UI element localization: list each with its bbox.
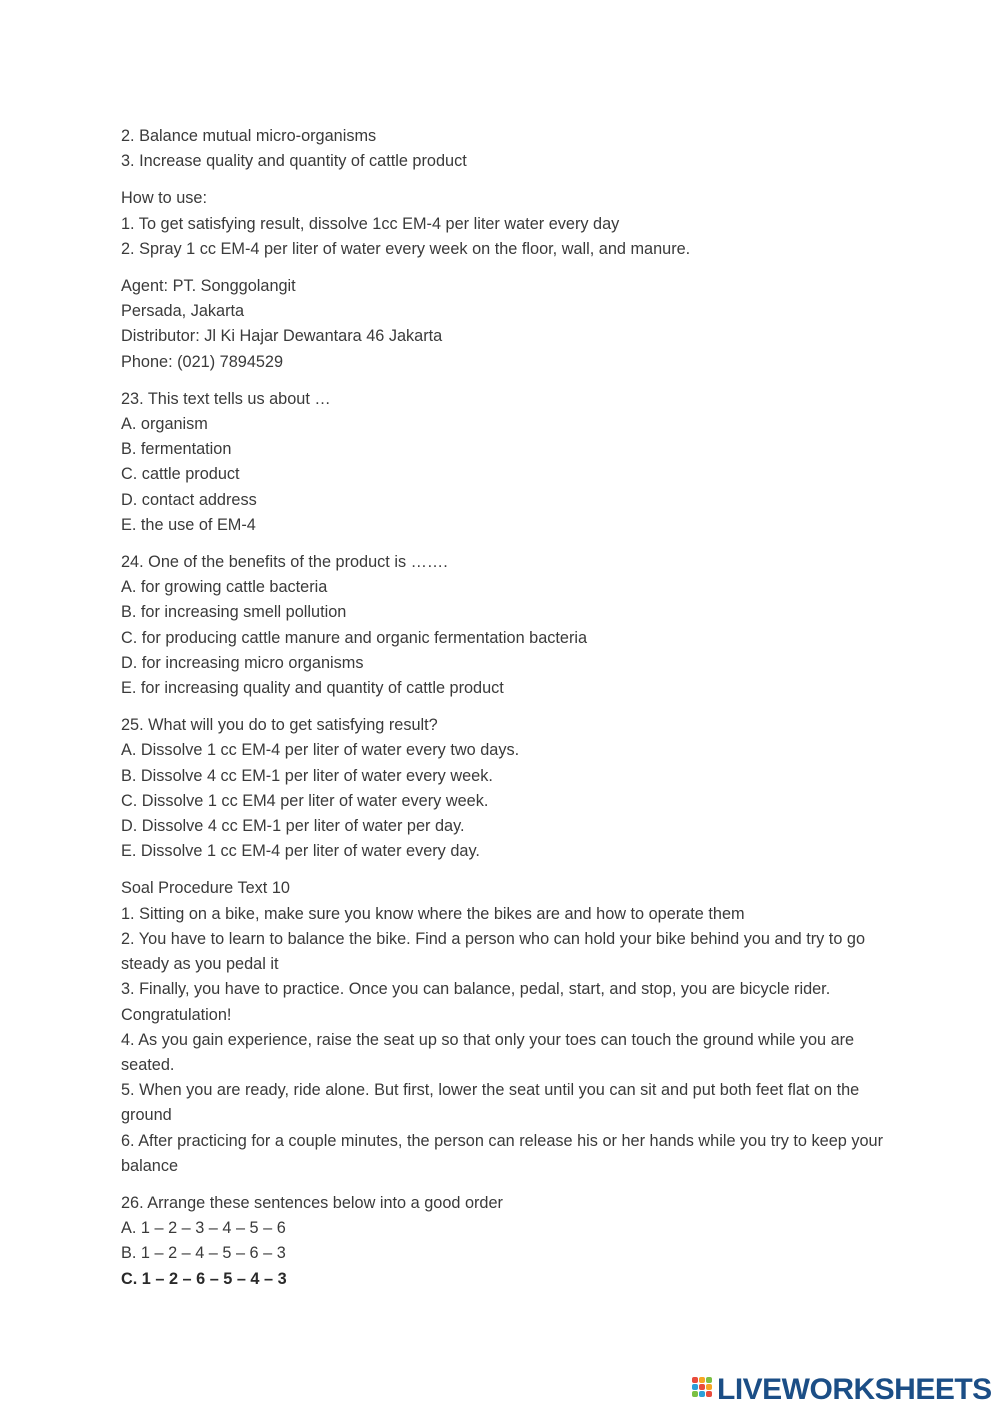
answer-option-c: C. cattle product bbox=[121, 465, 240, 484]
answer-option-a: A. organism bbox=[121, 415, 208, 434]
instruction-item: 2. Spray 1 cc EM-4 per liter of water every week on the floor, wall, and manure. bbox=[121, 239, 691, 258]
answer-option-b: B. for increasing smell pollution bbox=[121, 603, 347, 622]
question-text: 24. One of the benefits of the product is ……. bbox=[121, 553, 448, 572]
question-26 bbox=[121, 1191, 891, 1292]
agent-location-line: Persada, Jakarta bbox=[121, 302, 245, 321]
answer-option-e: E. for increasing quality and quantity of cattle product bbox=[121, 679, 504, 698]
distributor-line: Distributor: Jl Ki Hajar Dewantara 46 Jakarta bbox=[121, 327, 443, 346]
question-text: 23. This text tells us about … bbox=[121, 389, 331, 408]
answer-option-b: B. fermentation bbox=[121, 440, 232, 459]
phone-line: Phone: (021) 7894529 bbox=[121, 352, 284, 371]
instruction-item: 1. To get satisfying result, dissolve 1cc EM-4 per liter water every day bbox=[121, 214, 620, 233]
answer-option-a: A. 1 – 2 – 3 – 4 – 5 – 6 bbox=[121, 1219, 286, 1238]
answer-option-d: D. contact address bbox=[121, 490, 257, 509]
answer-option-e: E. the use of EM-4 bbox=[121, 515, 256, 534]
question-24 bbox=[121, 550, 891, 701]
benefits-list bbox=[121, 124, 891, 174]
worksheet-page-content bbox=[121, 124, 891, 1304]
procedure-text-section bbox=[121, 876, 891, 1178]
answer-option-b: B. 1 – 2 – 4 – 5 – 6 – 3 bbox=[121, 1244, 286, 1263]
procedure-step: 3. Finally, you have to practice. Once you can balance, pedal, start, and stop, you are bicycle rider. Congratulation! bbox=[121, 980, 831, 1024]
answer-option-b: B. Dissolve 4 cc EM-1 per liter of water every week. bbox=[121, 766, 493, 785]
section-heading: How to use: bbox=[121, 189, 207, 208]
answer-option-e: E. Dissolve 1 cc EM-4 per liter of water every day. bbox=[121, 842, 480, 861]
procedure-step: 6. After practicing for a couple minutes, the person can release his or her hands while you try to keep your balance bbox=[121, 1131, 884, 1175]
contact-info-section bbox=[121, 274, 891, 375]
procedure-step: 5. When you are ready, ride alone. But first, lower the seat until you can sit and put both feet flat on the ground bbox=[121, 1081, 860, 1125]
procedure-step: 1. Sitting on a bike, make sure you know where the bikes are and how to operate them bbox=[121, 904, 745, 923]
section-heading: Soal Procedure Text 10 bbox=[121, 879, 290, 898]
answer-option-c: C. Dissolve 1 cc EM4 per liter of water every week. bbox=[121, 791, 489, 810]
question-text: 25. What will you do to get satisfying result? bbox=[121, 716, 438, 735]
benefit-item: 3. Increase quality and quantity of cattle product bbox=[121, 152, 467, 171]
agent-line: Agent: PT. Songgolangit bbox=[121, 277, 296, 296]
question-23 bbox=[121, 387, 891, 538]
question-25 bbox=[121, 713, 891, 864]
question-text: 26. Arrange these sentences below into a good order bbox=[121, 1193, 503, 1212]
brand-name: LIVEWORKSHEETS bbox=[717, 1373, 992, 1406]
answer-option-c: C. for producing cattle manure and organic fermentation bacteria bbox=[121, 628, 588, 647]
procedure-step: 2. You have to learn to balance the bike. Find a person who can hold your bike behind you and try to go steady as you pedal it bbox=[121, 929, 866, 974]
procedure-step: 4. As you gain experience, raise the seat up so that only your toes can touch the ground while you are seated. bbox=[121, 1030, 855, 1074]
answer-option-c-highlighted: C. 1 – 2 – 6 – 5 – 4 – 3 bbox=[121, 1269, 287, 1288]
liveworksheets-brand bbox=[692, 1373, 992, 1407]
answer-option-d: D. for increasing micro organisms bbox=[121, 653, 364, 672]
answer-option-a: A. for growing cattle bacteria bbox=[121, 578, 328, 597]
benefit-item: 2. Balance mutual micro-organisms bbox=[121, 127, 377, 145]
answer-option-d: D. Dissolve 4 cc EM-1 per liter of water per day. bbox=[121, 817, 465, 836]
liveworksheets-logo-icon bbox=[692, 1377, 714, 1403]
how-to-use-section bbox=[121, 186, 891, 262]
answer-option-a: A. Dissolve 1 cc EM-4 per liter of water every two days. bbox=[121, 741, 520, 760]
